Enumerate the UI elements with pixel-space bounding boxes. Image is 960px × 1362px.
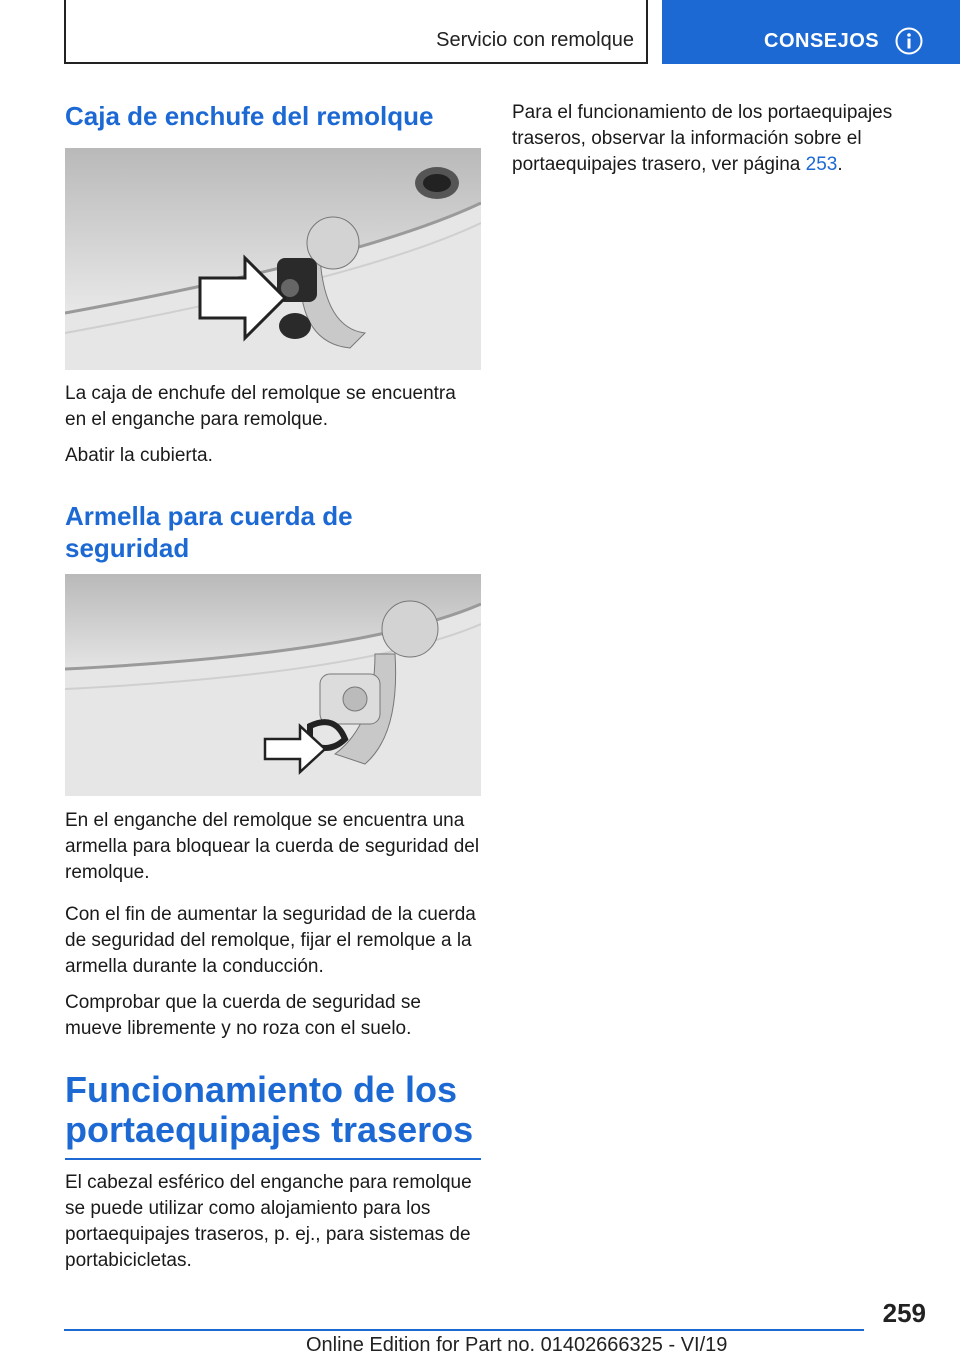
heading-carrier	[65, 1070, 481, 1160]
carrier-paragraph: El cabezal esférico del enganche para remolque se puede utilizar como alojamiento para los portaequipajes traseros, p. ej., para sistemas de portabicicletas.	[65, 1172, 472, 1271]
eyelet-text	[65, 808, 481, 1042]
right-column	[512, 100, 932, 178]
footer-rule	[64, 1329, 864, 1331]
info-icon	[894, 26, 924, 56]
figure-trailer-socket	[65, 148, 481, 370]
left-column	[65, 100, 481, 132]
page-ref-link[interactable]: 253	[805, 154, 838, 175]
eyelet-heading-block	[65, 500, 481, 564]
heading-carrier-line2: portaequipajes traseros	[65, 1109, 474, 1150]
right-paragraph-end: .	[837, 154, 843, 175]
eyelet-paragraph-3: Comprobar que la cuerda de seguridad se mueve libremente y no roza con el suelo.	[65, 992, 421, 1039]
eyelet-paragraph-2: Con el fin de aumentar la seguridad de la cuerda de seguridad del remolque, fijar el remolque a la armella durante la conducción.	[65, 904, 476, 977]
tab-consejos[interactable]	[662, 0, 960, 64]
page-number: 259	[882, 1298, 926, 1328]
heading-carrier-line1: Funcionamiento de los	[65, 1069, 458, 1110]
socket-text	[65, 381, 481, 469]
heading-eyelet-line2: seguridad	[65, 533, 190, 563]
carrier-heading-block	[65, 1070, 481, 1160]
figure-safety-eyelet	[65, 574, 481, 796]
tab-label: CONSEJOS	[764, 30, 880, 52]
socket-paragraph-1: La caja de enchufe del remolque se encuentra en el enganche para remolque.	[65, 383, 456, 430]
eyelet-paragraph-1: En el enganche del remolque se encuentra una armella para bloquear la cuerda de seguridad del remolque.	[65, 810, 480, 883]
heading-eyelet-line1: Armella para cuerda de	[65, 501, 353, 531]
right-paragraph	[512, 100, 932, 178]
socket-paragraph-2: Abatir la cubierta.	[65, 445, 213, 466]
footer-edition: Online Edition for Part no. 01402666325 - VI/19	[306, 1334, 728, 1356]
header-section-box	[64, 0, 648, 64]
heading-socket: Caja de enchufe del remolque	[65, 101, 434, 131]
section-title: Servicio con remolque	[436, 29, 634, 51]
carrier-text	[65, 1170, 481, 1274]
right-paragraph-text: Para el funcionamiento de los portaequipajes traseros, observar la información sobre el portaequipajes trasero, ver página	[512, 102, 893, 175]
